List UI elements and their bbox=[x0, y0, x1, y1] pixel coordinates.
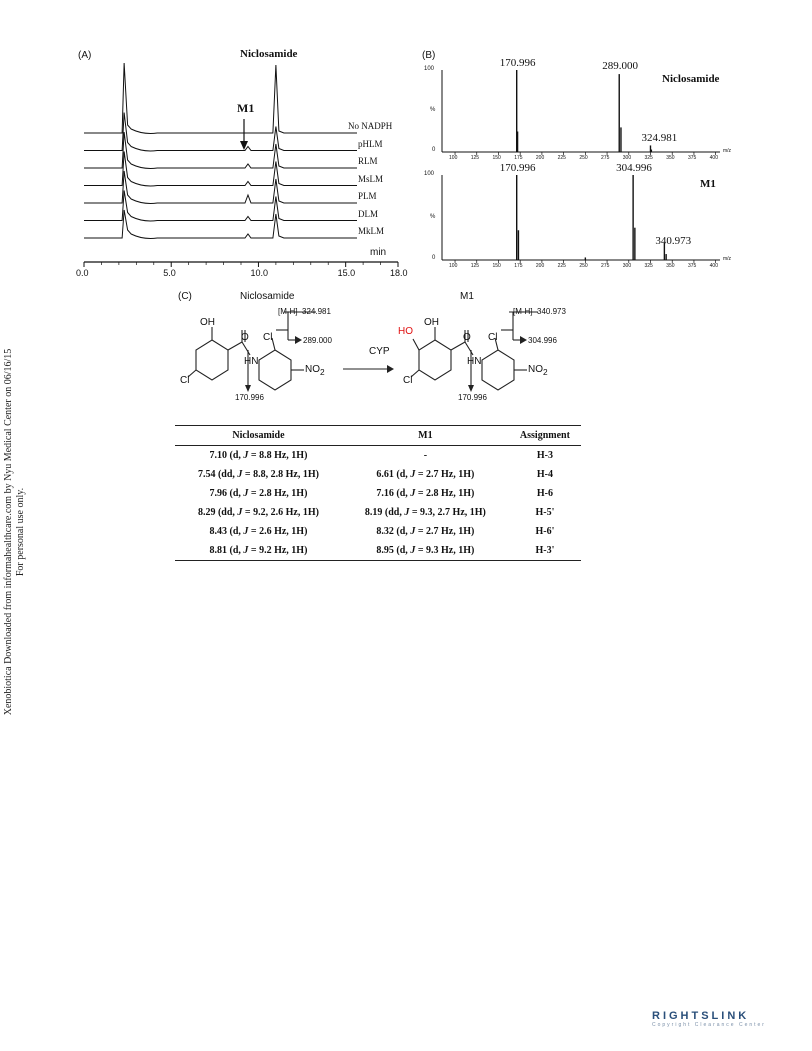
table-row bbox=[175, 465, 581, 484]
x-tick-label: 18.0 bbox=[390, 268, 408, 278]
left-mh-label: [M-H] 324.981 bbox=[278, 307, 331, 316]
trace-label: pHLM bbox=[358, 138, 383, 149]
peak-label: 170.996 bbox=[499, 57, 536, 69]
x-tick-label: 300 bbox=[622, 263, 632, 269]
left-cl-top: Cl bbox=[263, 332, 273, 343]
m1-ho: HO bbox=[398, 326, 413, 337]
x-tick-label: 225 bbox=[557, 155, 566, 161]
table-cell: H-6 bbox=[536, 488, 553, 499]
rightslink-logo bbox=[652, 1010, 766, 1028]
logo-text: RIGHTSLINK bbox=[652, 1010, 750, 1022]
x-tick-label: 10.0 bbox=[250, 268, 268, 278]
spectrum-name: M1 bbox=[700, 178, 716, 190]
y-tick-100: 100 bbox=[424, 171, 435, 177]
x-tick-label: 125 bbox=[470, 155, 480, 161]
x-tick-label: 200 bbox=[535, 155, 545, 161]
chromatogram-plot bbox=[70, 55, 410, 285]
y-tick-percent: % bbox=[430, 213, 436, 220]
table-cell: H-5' bbox=[535, 507, 555, 518]
table-cell: 8.32 (d, J = 2.7 Hz, 1H) bbox=[376, 526, 475, 537]
x-tick-label: 150 bbox=[492, 263, 501, 269]
table-cell: 8.43 (d, J = 2.6 Hz, 1H) bbox=[209, 526, 308, 537]
panel-b-label: (B) bbox=[422, 50, 436, 61]
trace-label: DLM bbox=[358, 208, 378, 219]
table-row bbox=[175, 446, 581, 466]
panel-c-label: (C) bbox=[178, 291, 192, 302]
download-notice bbox=[3, 332, 27, 732]
table-cell: 8.29 (dd, J = 9.2, 2.6 Hz, 1H) bbox=[197, 507, 319, 518]
left-carbonyl-o: O bbox=[241, 332, 249, 343]
y-tick-0: 0 bbox=[432, 255, 436, 261]
trace-label: RLM bbox=[358, 156, 378, 166]
table-cell: H-3' bbox=[509, 541, 581, 561]
spectrum-name: Niclosamide bbox=[662, 73, 720, 85]
m1-frag2: 170.996 bbox=[458, 393, 487, 402]
x-tick-label: 125 bbox=[470, 263, 480, 269]
x-tick-label: 375 bbox=[687, 263, 697, 269]
download-notice-line2: For personal use only. bbox=[15, 487, 26, 577]
table-cell: 7.96 (d, J = 2.8 Hz, 1H) bbox=[209, 488, 308, 499]
m1-no2: $NO_2$ bbox=[528, 364, 548, 377]
table-cell: H-3 bbox=[536, 450, 553, 461]
x-tick-label: 0.0 bbox=[76, 268, 89, 278]
peak-label: 324.981 bbox=[641, 132, 678, 144]
trace-label: No NADPH bbox=[348, 121, 393, 131]
nmr-table-header bbox=[175, 426, 581, 446]
table-row bbox=[175, 503, 581, 522]
x-tick-label: 350 bbox=[666, 263, 675, 269]
left-no2: $NO_2$ bbox=[305, 364, 325, 377]
structure-right-title: M1 bbox=[460, 291, 474, 302]
header-assignment: Assignment bbox=[509, 426, 581, 446]
left-oh: OH bbox=[200, 317, 215, 328]
table-row bbox=[175, 484, 581, 503]
x-tick-label: 325 bbox=[644, 155, 653, 161]
peak-label: 289.000 bbox=[602, 60, 638, 72]
trace-phlm bbox=[84, 113, 357, 152]
table-cell: 7.10 (d, J = 8.8 Hz, 1H) bbox=[209, 450, 308, 461]
x-tick-label: 200 bbox=[535, 263, 545, 269]
panel-a-title: Niclosamide bbox=[240, 48, 298, 60]
m1-oh: OH bbox=[424, 317, 439, 328]
m1-cl-top: Cl bbox=[488, 332, 498, 343]
x-tick-label: 400 bbox=[709, 155, 718, 161]
m1-carbonyl-o: O bbox=[463, 332, 471, 343]
left-frag1: 289.000 bbox=[303, 336, 332, 345]
y-tick-100: 100 bbox=[424, 66, 435, 72]
m1-mh-label: [M-H] 340.973 bbox=[513, 307, 566, 316]
x-tick-label: 15.0 bbox=[337, 268, 356, 278]
table-cell: 8.19 (dd, J = 9.3, 2.7 Hz, 1H) bbox=[364, 507, 486, 518]
m1-frag1: 304.996 bbox=[528, 336, 557, 345]
table-cell: H-6' bbox=[535, 526, 555, 537]
x-tick-label: 275 bbox=[601, 155, 610, 161]
x-tick-label: 225 bbox=[557, 263, 566, 269]
m1-cl-bottom: Cl bbox=[403, 375, 413, 386]
x-tick-label: 250 bbox=[579, 263, 588, 269]
header-niclosamide: Niclosamide bbox=[175, 426, 342, 446]
x-unit-label: m/z bbox=[723, 148, 732, 154]
table-cell: 6.61 (d, J = 2.7 Hz, 1H) bbox=[376, 469, 475, 480]
x-unit-label: m/z bbox=[723, 256, 732, 262]
x-tick-label: 350 bbox=[666, 155, 675, 161]
trace-label: MsLM bbox=[358, 173, 384, 184]
trace-mslm bbox=[84, 152, 357, 187]
peak-label: 304.996 bbox=[616, 162, 652, 174]
x-tick-label: 250 bbox=[579, 155, 588, 161]
x-tick-label: 275 bbox=[601, 263, 610, 269]
download-notice-line1: Xenobiotica Downloaded from informahealthcare.com by Nyu Medical Center on 06/16/15 bbox=[3, 348, 14, 716]
x-tick-label: 300 bbox=[622, 155, 632, 161]
left-hn: HN bbox=[244, 356, 259, 367]
table-cell: 7.54 (dd, J = 8.8, 2.8 Hz, 1H) bbox=[197, 469, 319, 480]
x-tick-label: 325 bbox=[644, 263, 653, 269]
table-cell: 7.16 (d, J = 2.8 Hz, 1H) bbox=[376, 488, 475, 499]
x-tick-label: 175 bbox=[514, 263, 523, 269]
trace-mklm bbox=[84, 210, 357, 239]
nmr-table bbox=[175, 425, 581, 561]
x-tick-label: 100 bbox=[449, 263, 458, 269]
y-tick-0: 0 bbox=[432, 147, 436, 153]
x-unit: min bbox=[370, 247, 387, 258]
x-tick-label: 150 bbox=[492, 155, 501, 161]
y-tick-percent: % bbox=[430, 107, 436, 113]
table-cell: 8.95 (d, J = 9.3 Hz, 1H) bbox=[342, 541, 509, 561]
structure-left-title: Niclosamide bbox=[240, 291, 295, 302]
chromatogram-traces bbox=[84, 63, 357, 239]
table-cell: - bbox=[423, 450, 428, 461]
x-tick-label: 375 bbox=[687, 155, 697, 161]
x-tick-label: 5.0 bbox=[163, 268, 176, 278]
table-cell: H-4 bbox=[536, 469, 553, 480]
x-tick-label: 175 bbox=[514, 155, 523, 161]
x-tick-marks bbox=[84, 262, 398, 267]
header-m1: M1 bbox=[342, 426, 509, 446]
cyp-label: CYP bbox=[369, 346, 390, 357]
x-tick-label: 100 bbox=[449, 155, 458, 161]
panel-a-label: (A) bbox=[78, 50, 92, 61]
trace-label: PLM bbox=[358, 191, 377, 201]
table-cell: 8.81 (d, J = 9.2 Hz, 1H) bbox=[175, 541, 342, 561]
peak-label: 170.996 bbox=[499, 162, 536, 174]
m1-hn: HN bbox=[467, 356, 482, 367]
peak-label: 340.973 bbox=[655, 235, 692, 247]
logo-subtext: Copyright Clearance Center bbox=[652, 1022, 766, 1028]
m1-peak-label: M1 bbox=[237, 101, 255, 115]
trace-label: MkLM bbox=[358, 226, 385, 236]
ms-spectra bbox=[420, 60, 750, 275]
table-row bbox=[175, 522, 581, 541]
left-frag2: 170.996 bbox=[235, 393, 264, 402]
x-tick-label: 400 bbox=[709, 263, 718, 269]
table-row bbox=[175, 541, 581, 561]
left-cl-bottom: Cl bbox=[180, 375, 190, 386]
